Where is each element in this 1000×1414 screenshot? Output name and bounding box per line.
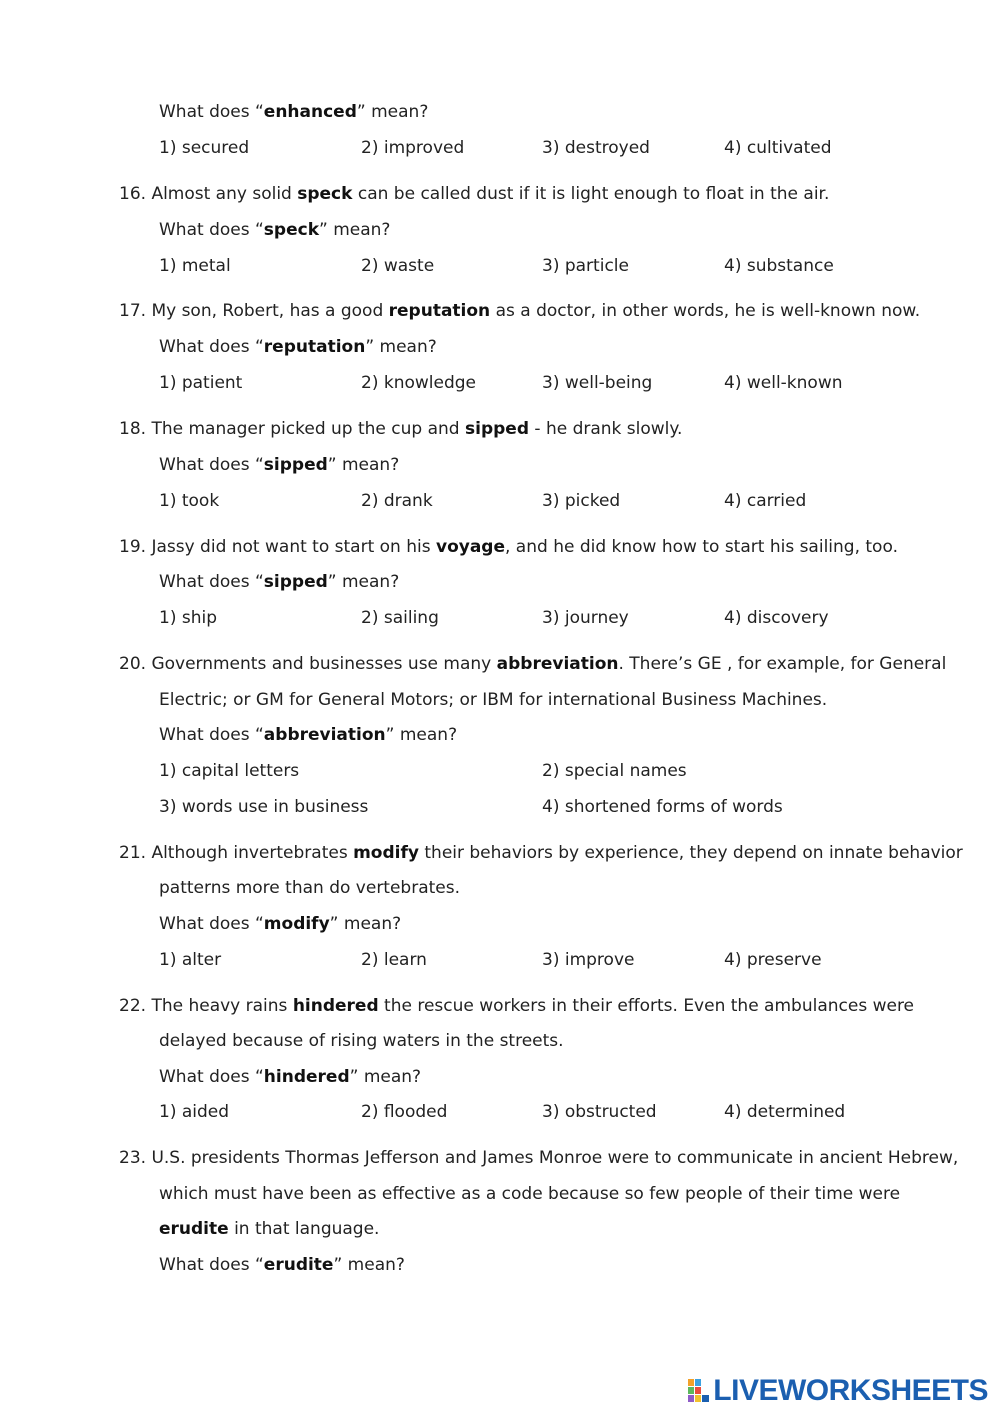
- q21-sentence: 21. Although invertebrates modify their behaviors by experience, they depend on innate behavior: [119, 843, 963, 863]
- q19-option-1[interactable]: 1) ship: [159, 608, 217, 628]
- q23-sentence-line2: which must have been as effective as a code because so few people of their time were: [159, 1184, 901, 1204]
- q20-prompt: What does “abbreviation” mean?: [159, 725, 458, 745]
- liveworksheets-logo[interactable]: [688, 1374, 988, 1408]
- q22-sentence-line2: delayed because of rising waters in the streets.: [159, 1031, 564, 1051]
- q18-option-1[interactable]: 1) took: [159, 491, 220, 511]
- q18-prompt: What does “sipped” mean?: [159, 455, 400, 475]
- q18-option-3[interactable]: 3) picked: [542, 491, 621, 511]
- q18-sentence: 18. The manager picked up the cup and sipped - he drank slowly.: [119, 419, 683, 439]
- q17-option-2[interactable]: 2) knowledge: [361, 373, 476, 393]
- q19-prompt: What does “sipped” mean?: [159, 572, 400, 592]
- q23-sentence: 23. U.S. presidents Thormas Jefferson and James Monroe were to communicate in ancient Hebrew,: [119, 1148, 959, 1168]
- liveworksheets-logo-icon: [688, 1379, 710, 1403]
- q17-sentence: 17. My son, Robert, has a good reputation as a doctor, in other words, he is well-known now.: [119, 301, 921, 321]
- q21-sentence-line2: patterns more than do vertebrates.: [159, 878, 461, 898]
- q15-option-2[interactable]: 2) improved: [361, 138, 465, 158]
- q20-option-2[interactable]: 2) special names: [542, 761, 687, 781]
- q19-sentence: 19. Jassy did not want to start on his voyage, and he did know how to start his sailing, too.: [119, 537, 898, 557]
- q16-option-1[interactable]: 1) metal: [159, 256, 231, 276]
- q15-prompt: What does “enhanced” mean?: [159, 102, 429, 122]
- logo-text: LIVEWORKSHEETS: [713, 1374, 988, 1407]
- q19-option-4[interactable]: 4) discovery: [724, 608, 829, 628]
- q15-option-3[interactable]: 3) destroyed: [542, 138, 650, 158]
- q22-option-4[interactable]: 4) determined: [724, 1102, 846, 1122]
- q17-option-4[interactable]: 4) well-known: [724, 373, 843, 393]
- q22-option-1[interactable]: 1) aided: [159, 1102, 230, 1122]
- q21-option-2[interactable]: 2) learn: [361, 950, 427, 970]
- q16-option-3[interactable]: 3) particle: [542, 256, 629, 276]
- q23-prompt: What does “erudite” mean?: [159, 1255, 405, 1275]
- q22-option-2[interactable]: 2) flooded: [361, 1102, 448, 1122]
- q16-option-4[interactable]: 4) substance: [724, 256, 834, 276]
- q15-option-4[interactable]: 4) cultivated: [724, 138, 832, 158]
- q21-option-3[interactable]: 3) improve: [542, 950, 635, 970]
- q17-prompt: What does “reputation” mean?: [159, 337, 437, 357]
- q20-option-1[interactable]: 1) capital letters: [159, 761, 300, 781]
- q20-sentence-line2: Electric; or GM for General Motors; or IBM for international Business Machines.: [159, 690, 828, 710]
- q16-sentence: 16. Almost any solid speck can be called dust if it is light enough to float in the air.: [119, 184, 830, 204]
- q18-option-4[interactable]: 4) carried: [724, 491, 807, 511]
- q20-option-4[interactable]: 4) shortened forms of words: [542, 797, 783, 817]
- q17-option-3[interactable]: 3) well-being: [542, 373, 653, 393]
- q23-sentence-line3: erudite in that language.: [159, 1219, 380, 1239]
- q18-option-2[interactable]: 2) drank: [361, 491, 433, 511]
- q21-option-4[interactable]: 4) preserve: [724, 950, 822, 970]
- q16-prompt: What does “speck” mean?: [159, 220, 391, 240]
- q19-option-2[interactable]: 2) sailing: [361, 608, 439, 628]
- q20-option-3[interactable]: 3) words use in business: [159, 797, 369, 817]
- q22-prompt: What does “hindered” mean?: [159, 1067, 422, 1087]
- q17-option-1[interactable]: 1) patient: [159, 373, 243, 393]
- q15-option-1[interactable]: 1) secured: [159, 138, 250, 158]
- q19-option-3[interactable]: 3) journey: [542, 608, 629, 628]
- q21-prompt: What does “modify” mean?: [159, 914, 402, 934]
- q20-sentence: 20. Governments and businesses use many abbreviation. There’s GE , for example, for General: [119, 654, 947, 674]
- q22-option-3[interactable]: 3) obstructed: [542, 1102, 657, 1122]
- q21-option-1[interactable]: 1) alter: [159, 950, 222, 970]
- q22-sentence: 22. The heavy rains hindered the rescue workers in their efforts. Even the ambulances were: [119, 996, 915, 1016]
- q16-option-2[interactable]: 2) waste: [361, 256, 435, 276]
